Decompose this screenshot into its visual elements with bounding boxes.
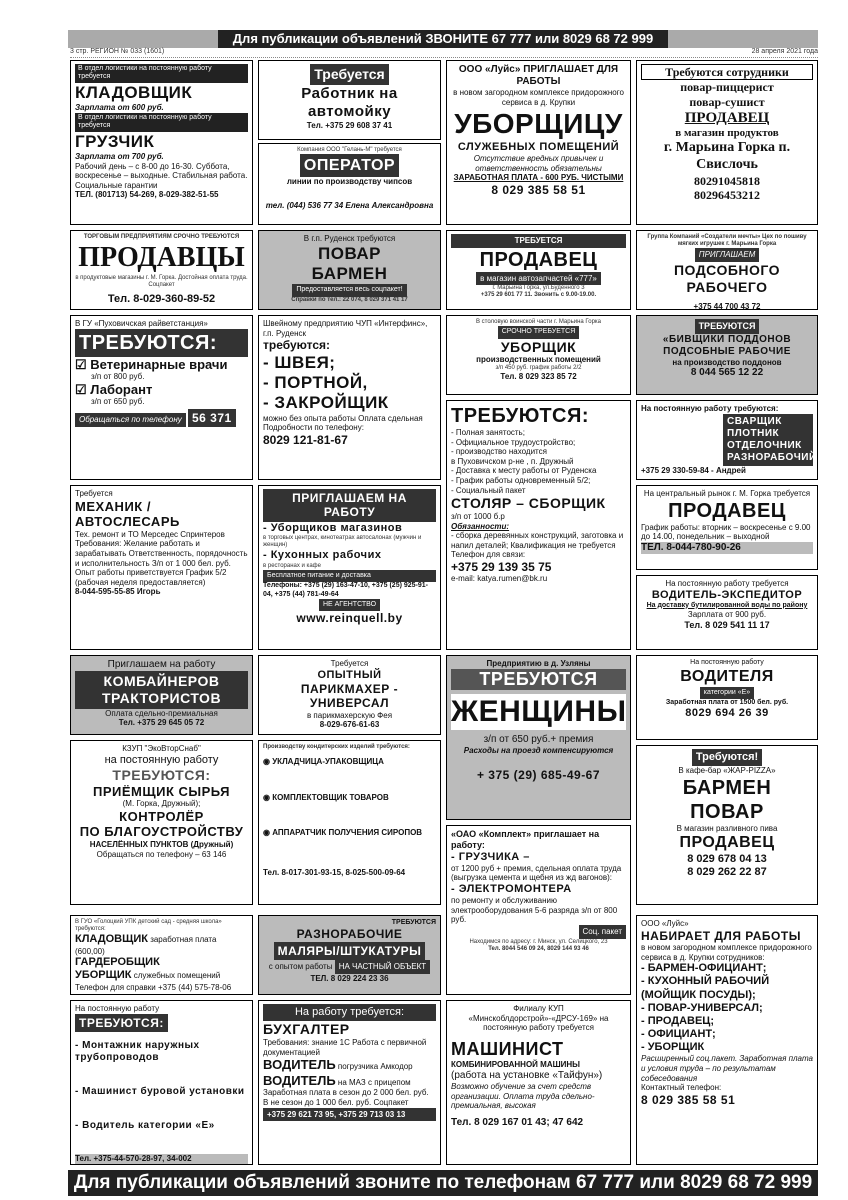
top-banner: Для публикации объявлений ЗВОНИТЕ 67 777 или 8029 68 72 999 xyxy=(68,30,818,48)
list-item: - производство находится xyxy=(451,447,547,457)
ad-cook-barman: В г.п. Руденск требуются ПОВАР БАРМЕН Предоставляется весь соцпакет! Справки по тел.: 22 074, 8 029 371 41 17 xyxy=(258,230,441,310)
list-item: - Доставка к месту работы от Руденска xyxy=(451,466,597,476)
ad-combine: Приглашаем на работу КОМБАЙНЕРОВ ТРАКТОРИСТОВ Оплата сдельно-премиальная Тел. +375 29 645 05 72 xyxy=(70,655,253,735)
page-header: 3 стр. РЕГИОН № 033 (1601) 28 апреля 2021 года xyxy=(70,48,818,58)
ad-helper-worker: Группа Компаний «Создатели мечты» Цех по пошиву мягких игрушек г. Марьина Горка ПРИГЛАШАЕМ ПОДСОБНОГО РАБОЧЕГО +375 44 700 43 72 xyxy=(636,230,818,310)
ad-market-seller: На центральный рынок г. М. Горка требуется ПРОДАВЕЦ График работы: вторник – воскресенье с 9.00 до 14.00, понедельник – выходной ТЕЛ. 8-044-780-90-26 xyxy=(636,485,818,570)
ad-operator: Компания ООО "Гелань-М" требуется ОПЕРАТОР линии по производству чипсов тел. (044) 536 77 34 Елена Александровна xyxy=(258,143,441,225)
ad-truck-driver: На постоянную работу ВОДИТЕЛЯ категории «Е» Заработная плата от 1500 бел. руб. 8029 694 26 39 xyxy=(636,655,818,740)
list-item: - ПРОДАВЕЦ; xyxy=(641,1014,714,1027)
ad-sellers: ТОРГОВЫМ ПРЕДПРИЯТИЯМ СРОЧНО ТРЕБУЮТСЯ ПРОДАВЦЫ в продуктовые магазины г. М. Горка. Достойная оплата труда. Соцпакет Тел. 8-029-360-89-52 xyxy=(70,230,253,310)
list-item: - УБОРЩИК xyxy=(641,1041,705,1054)
ad-confectionery: Производству кондитерских изделий требуются: ◉ УКЛАДЧИЦА-УПАКОВЩИЦА ◉ КОМПЛЕКТОВЩИК ТОВАРОВ ◉ АППАРАТЧИК ПОЛУЧЕНИЯ СИРОПОВ Тел. 8-017-301-93-15, 8-025-500-09-64 xyxy=(258,740,441,905)
ad-mechanic: Требуется МЕХАНИК / АВТОСЛЕСАРЬ Тех. ремонт и ТО Мерседес Спринтеров Требования: Желание работать и зарабатывать Ответственность, порядочность и исполнительность З/п от 1 000 бел. руб. Опыт работы приветствуется График 5/2 (рабочая неделя предоставляется) 8-044-595-55-85 Игорь xyxy=(70,485,253,650)
ad-pipelines: На постоянную работу ТРЕБУЮТСЯ: - Монтажник наружных трубопроводов - Машинист буровой установки - Водитель категории «Е» Тел. +375-44-570-28-97, 34-002 xyxy=(70,1000,253,1165)
list-item: - ПОВАР-УНИВЕРСАЛ; xyxy=(641,1001,763,1014)
ad-military-cleaner: В столовую воинской части г. Марьина Горка СРОЧНО ТРЕБУЕТСЯ УБОРЩИК производственных помещений з/п 450 руб. график работы 2/2 Тел. 8 029 323 85 72 xyxy=(446,315,631,395)
ad-pizza-staff: Требуются сотрудники повар-пиццерист повар-сушист ПРОДАВЕЦ в магазин продуктов г. Марьина Горка п. Свислочь 80291045818 80296453212 xyxy=(636,60,818,225)
ad-ecovtorsnab: КЗУП "ЭкоВторСнаб" на постоянную работу ТРЕБУЮТСЯ: ПРИЁМЩИК СЫРЬЯ (М. Горка, Дружный); КОНТРОЛЁР ПО БЛАГОУСТРОЙСТВУ НАСЕЛЁННЫХ ПУНКТОВ (Дружный) Обращаться по телефону – 63 146 xyxy=(70,740,253,905)
ad-hairdresser: Требуется ОПЫТНЫЙ ПАРИКМАХЕР - УНИВЕРСАЛ в парикмахерскую Фея 8-029-676-61-63 xyxy=(258,655,441,735)
ad-pallets: ТРЕБУЮТСЯ «БИВЩИКИ ПОДДОНОВ ПОДСОБНЫЕ РАБОЧИЕ на производство поддонов 8 044 565 12 22 xyxy=(636,315,818,395)
list-item: - КУХОННЫЙ РАБОЧИЙ (МОЙЩИК ПОСУДЫ); xyxy=(641,975,770,1001)
ad-driver-forwarder: На постоянную работу требуется ВОДИТЕЛЬ-ЭКСПЕДИТОР На доставку бутилированной воды по району Зарплата от 900 руб. Тел. 8 029 541 11 17 xyxy=(636,575,818,650)
ad-luis-restaurant: ООО «Луйс» НАБИРАЕТ ДЛЯ РАБОТЫ в новом загородном комплексе придорожного сервиса в д. Крупки сотрудников: - БАРМЕН-ОФИЦИАНТ; - КУХОННЫЙ РАБОЧИЙ (МОЙЩИК ПОСУДЫ); - ПОВАР-УНИВЕРСАЛ; - ПРОДАВЕЦ; - ОФИЦИАНТ; - УБОРЩИК Расширенный соц.пакет. Заработная плата и условия труда – по результатам собеседования Контактный телефон: 8 029 385 58 51 xyxy=(636,915,818,1165)
ad-cleaner: ООО «Луйс» ПРИГЛАШАЕТ ДЛЯ РАБОТЫ в новом загородном комплексе придорожного сервиса в д. Крупки УБОРЩИЦУ СЛУЖЕБНЫХ ПОМЕЩЕНИЙ Отсутствие вредных привычек и ответственность обязательны ЗАРАБОТНАЯ ПЛАТА - 600 РУБ. ЧИСТЫМИ 8 029 385 58 51 xyxy=(446,60,631,225)
ad-welder: На постоянную работу требуются: СВАРЩИК ПЛОТНИК ОТДЕЛОЧНИК РАЗНОРАБОЧИЙ +375 29 330-59-84 - Андрей xyxy=(636,400,818,480)
list-item: в Пуховичском р-не , п. Дружный xyxy=(451,456,574,466)
ad-carwash: Требуется Работник на автомойку Тел. +375 29 608 37 41 xyxy=(258,60,441,140)
list-item: - Социальный пакет xyxy=(451,485,526,495)
ad-sewing: Швейному предприятию ЧУП «Интерфинс», г.п. Руденск требуются: - ШВЕЯ; - ПОРТНОЙ, - ЗАКРОЙЩИК можно без опыта работы Оплата сдельная Подробности по телефону: 8029 121-81-67 xyxy=(258,315,441,480)
list-item: - Официальное трудоустройство; xyxy=(451,437,576,447)
carpenter-terms xyxy=(451,428,626,495)
list-item: - БАРМЕН-ОФИЦИАНТ; xyxy=(641,962,767,975)
ad-autoparts-seller: ТРЕБУЕТСЯ ПРОДАВЕЦ в магазин автозапчастей «777» г. Марьина Горка, ул.Буденного 3 +375 29 601 77 11. Звонить с 9.00-19.00. xyxy=(446,230,631,310)
ad-jar-pizza: Требуются! В кафе-бар «ЖАР-PIZZA» БАРМЕН ПОВАР В магазин разливного пива ПРОДАВЕЦ 8 029 678 04 13 8 029 262 22 87 xyxy=(636,745,818,905)
ad-golotsk-school: В ГУО «Голоцкий УПК детский сад - средняя школа» требуются: КЛАДОВЩИК заработная плата (600,00) ГАРДЕРОБЩИК УБОРЩИК служебных помещений Телефон для справки +375 (44) 575-78-06 xyxy=(70,915,253,995)
ad-reinquell: ПРИГЛАШАЕМ НА РАБОТУ - Уборщиков магазинов в торговых центрах, кинотеатрах автосалонах (мужчин и женщин) - Кухонных рабочих в ресторанах и кафе Бесплатное питание и доставка Телефоны: +375 (29) 163-47-10, +375 (25) 925-91-04, +375 (44) 781-49-64 НЕ АГЕНТСТВО www.reinquell.by xyxy=(258,485,441,650)
list-item: - График работы одновременный 5/2; xyxy=(451,475,591,485)
ad-accountant: На работу требуется: БУХГАЛТЕР Требования: знание 1С Работа с первичной документацией ВОДИТЕЛЬ погрузчика Амкодор ВОДИТЕЛЬ на МАЗ с прицепом Заработная плата в сезон до 2 000 бел. руб. В не сезон до 1 000 бел. руб. Соцпакет +375 29 621 73 95, +375 29 713 03 13 xyxy=(258,1000,441,1165)
ad-painters: ТРЕБУЮТСЯ РАЗНОРАБОЧИЕ МАЛЯРЫ/ШТУКАТУРЫ с опытом работы НА ЧАСТНЫЙ ОБЪЕКТ ТЕЛ. 8 029 224 23 36 xyxy=(258,915,441,995)
ad-drsu: Филиалу КУП «Минскоблдорстрой»-«ДРСУ-169» на постоянную работу требуется МАШИНИСТ КОМБИНИРОВАННОЙ МАШИНЫ (работа на установке «Тайфун») Возможно обучение за счет средств организации. Оплата труда сдельно-премиальная, высокая Тел. 8 029 167 01 43; 47 642 xyxy=(446,1000,631,1165)
list-item: - Полная занятость; xyxy=(451,428,525,437)
ad-carpenter: ТРЕБУЮТСЯ: - Полная занятость; - Официальное трудоустройство; - производство находится в Пуховичском р-не , п. Дружный - Доставка к месту работы от Руденска - График работы одновременный 5/2; - Социальный пакет СТОЛЯР – СБОРЩИК з/п от 1000 б.р Обязанности: - сборка деревянных конструкций, заготовка и напил деталей; Квалификация не требуется Телефон для связи: +375 29 139 35 75 e-mail: katya.rumen@bk.ru xyxy=(446,400,631,650)
list-item: - ОФИЦИАНТ; xyxy=(641,1028,716,1041)
luis-positions xyxy=(641,962,813,1054)
ad-komplekt: «ОАО «Комплект» приглашает на работу: - ГРУЗЧИКА – от 1200 руб + премия, сдельная оплата труда (выгрузка цемента и щебня из жд вагонов): - ЭЛЕКТРОМОНТЕРА по ремонту и обслуживанию электрооборудования 5-6 разряда з/п от 800 руб. Соц. пакет Находимся по адресу: г. Минск, ул. Селицкого, 23 Тел. 8044 546 09 24, 8029 144 93 46 xyxy=(446,825,631,995)
ad-warehouse: В отдел логистики на постоянную работу требуется КЛАДОВЩИК Зарплата от 600 руб. В отдел логистики на постоянную работу требуется ГРУЗЧИК Зарплата от 700 руб. Рабочий день – с 8-00 до 16-30. Суббота, воскресенье – выходные. Стабильная работа. Социальные гарантии ТЕЛ. (801713) 54-269, 8-029-382-51-55 xyxy=(70,60,253,225)
ad-women: Предприятию в д. Узляны ТРЕБУЮТСЯ ЖЕНЩИНЫ з/п от 650 руб.+ премия Расходы на проезд компенсируются + 375 (29) 685-49-67 xyxy=(446,655,631,820)
ad-vet-station: В ГУ «Пуховичская райветстанция» ТРЕБУЮТСЯ: ☑ Ветеринарные врачи з/п от 800 руб. ☑ Лаборант з/п от 650 руб. Обращаться по телефону 56 371 xyxy=(70,315,253,480)
bottom-banner: Для публикации объявлений звоните по телефонам 67 777 или 8029 68 72 999 xyxy=(68,1170,818,1196)
